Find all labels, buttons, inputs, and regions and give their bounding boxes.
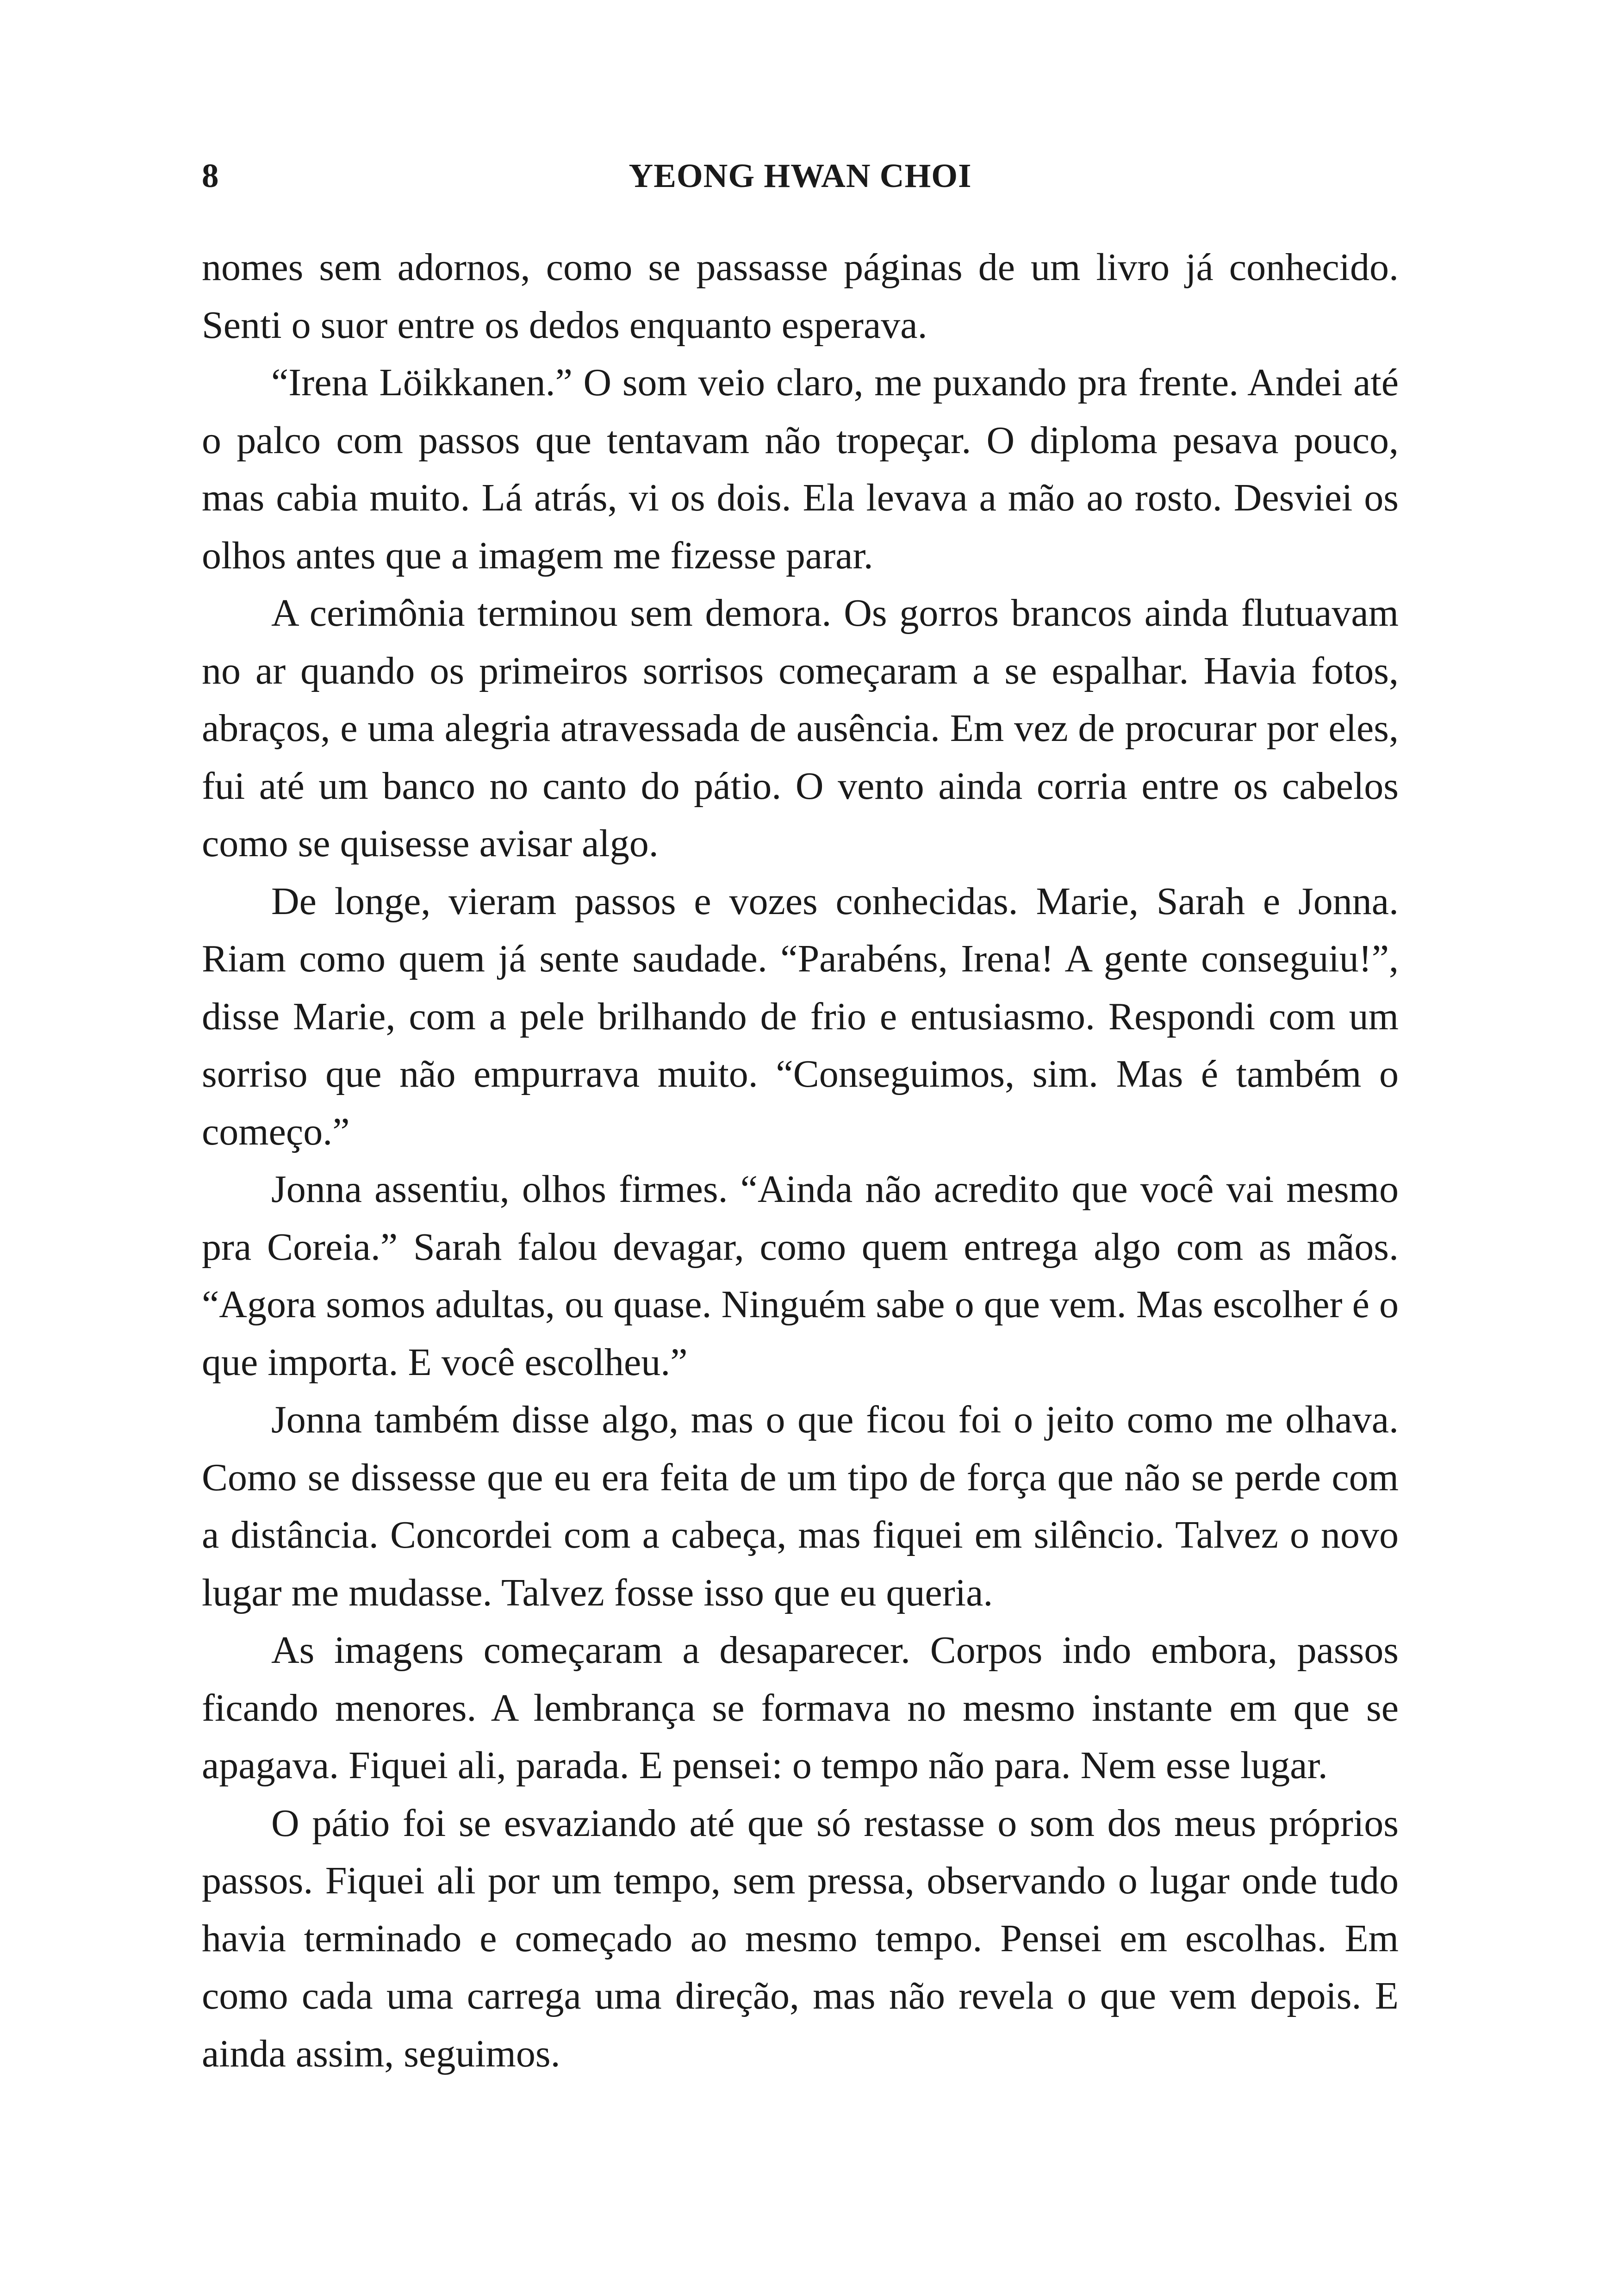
page-number: 8 [202, 157, 219, 194]
paragraph: De longe, vieram passos e vozes conhecidas. Marie, Sarah e Jonna. Riam como quem já sente saudade. “Parabéns, Irena! A gente conseguiu!”, disse Marie, com a pele brilhando de frio e entusiasmo. Respondi com um sorriso que não empurrava muito. “Conseguimos, sim. Mas é também o começo.” [202, 879, 1399, 1153]
paragraph: nomes sem adornos, como se passasse páginas de um livro já conhecido. Senti o suor entre os dedos enquanto esperava. [202, 246, 1399, 347]
running-head-author: YEONG HWAN CHOI [629, 157, 972, 194]
paragraph: As imagens começaram a desaparecer. Corpos indo embora, passos ficando menores. A lembrança se formava no mesmo instante em que se apagava. Fiquei ali, parada. E pensei: o tempo não para. Nem esse lugar. [202, 1629, 1399, 1787]
paragraph: O pátio foi se esvaziando até que só restasse o som dos meus próprios passos. Fiquei ali por um tempo, sem pressa, observando o lugar onde tudo havia terminado e começado ao mesmo tempo. Pensei em escolhas. Em como cada uma carrega uma direção, mas não revela o que vem depois. E ainda assim, seguimos. [202, 1801, 1399, 2075]
paragraph: “Irena Löikkanen.” O som veio claro, me puxando pra frente. Andei até o palco com passos que tentavam não tropeçar. O diploma pesava pouco, mas cabia muito. Lá atrás, vi os dois. Ela levava a mão ao rosto. Desviei os olhos antes que a imagem me fizesse parar. [202, 361, 1399, 577]
running-head [202, 153, 1399, 199]
body-text [202, 239, 1399, 2083]
paragraph: A cerimônia terminou sem demora. Os gorros brancos ainda flutuavam no ar quando os primeiros sorrisos começaram a se espalhar. Havia fotos, abraços, e uma alegria atravessada de ausência. Em vez de procurar por eles, fui até um banco no canto do pátio. O vento ainda corria entre os cabelos como se quisesse avisar algo. [202, 591, 1399, 865]
paragraph: Jonna também disse algo, mas o que ficou foi o jeito como me olhava. Como se dissesse que eu era feita de um tipo de força que não se perde com a distância. Concordei com a cabeça, mas fiquei em silêncio. Talvez o novo lugar me mudasse. Talvez fosse isso que eu queria. [202, 1398, 1399, 1614]
paragraph: Jonna assentiu, olhos firmes. “Ainda não acredito que você vai mesmo pra Coreia.” Sarah falou devagar, como quem entrega algo com as mãos. “Agora somos adultas, ou quase. Ninguém sabe o que vem. Mas escolher é o que importa. E você escolheu.” [202, 1168, 1399, 1384]
